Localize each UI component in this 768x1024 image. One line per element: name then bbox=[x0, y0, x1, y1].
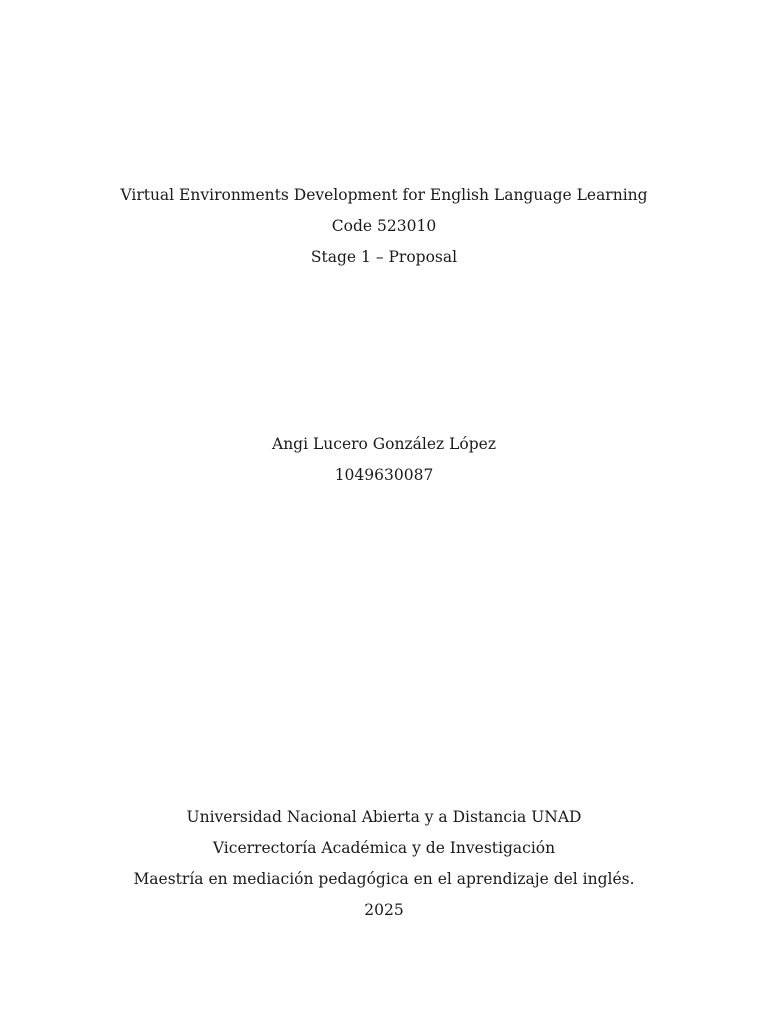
student-name: Angi Lucero González López bbox=[272, 435, 496, 453]
stage-label: Stage 1 – Proposal bbox=[310, 248, 458, 266]
student-id: 1049630087 bbox=[334, 466, 434, 484]
vice-rectorate: Vicerrectoría Académica y de Investigación bbox=[212, 839, 556, 857]
course-title: Virtual Environments Development for English Language Learning bbox=[120, 186, 648, 204]
program-name: Maestría en mediación pedagógica en el aprendizaje del inglés. bbox=[133, 870, 635, 888]
title-block bbox=[0, 180, 768, 273]
author-block bbox=[0, 429, 768, 491]
university-name: Universidad Nacional Abierta y a Distancia UNAD bbox=[186, 808, 582, 826]
institution-block bbox=[0, 802, 768, 926]
course-code: Code 523010 bbox=[331, 217, 437, 235]
year: 2025 bbox=[364, 901, 404, 919]
